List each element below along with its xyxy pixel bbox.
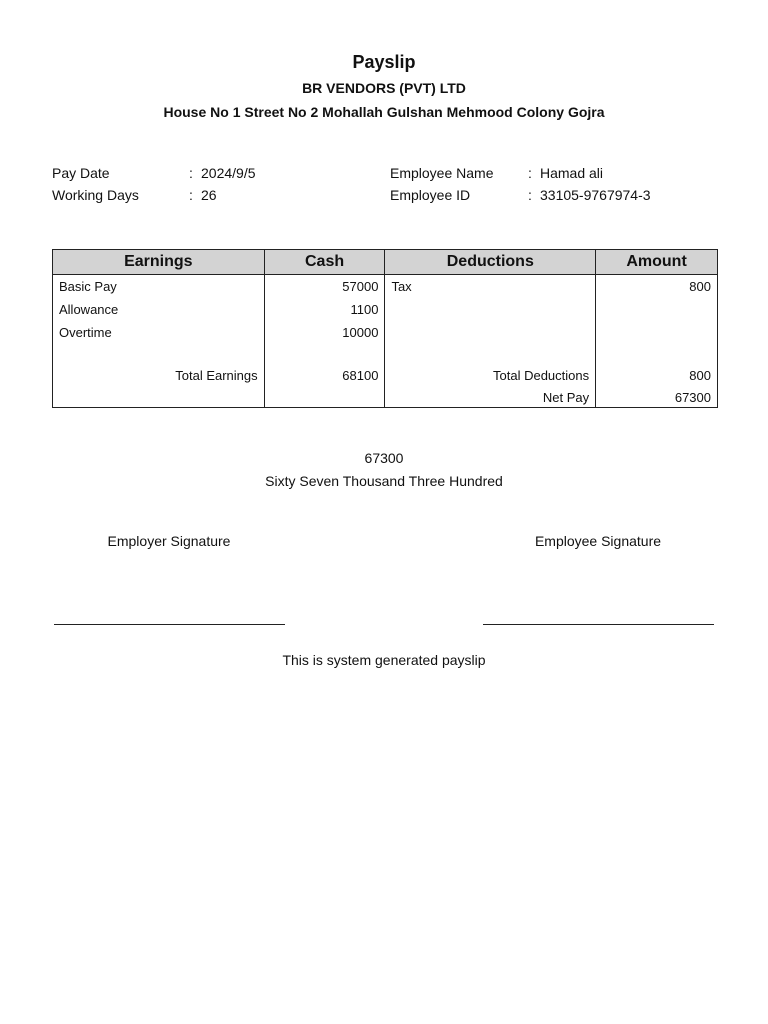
column-header-amount: Amount: [596, 250, 718, 275]
deduction-amount: 800: [596, 275, 718, 299]
total-earnings-value: 68100: [264, 364, 385, 387]
table-spacer-row: [53, 344, 718, 364]
total-deductions-label: Total Deductions: [385, 364, 596, 387]
working-days-value: 26: [201, 187, 217, 203]
deduction-name: [385, 321, 596, 344]
employer-signature-line: [54, 624, 285, 625]
earning-name: Allowance: [53, 298, 265, 321]
working-days-colon: :: [189, 187, 193, 203]
deduction-amount: [596, 321, 718, 344]
deduction-name: Tax: [385, 275, 596, 299]
column-header-cash: Cash: [264, 250, 385, 275]
working-days-row: [52, 185, 352, 205]
total-earnings-label: Total Earnings: [53, 364, 265, 387]
table-totals-row: [53, 364, 718, 387]
employee-id-row: [390, 185, 720, 205]
employee-signature-line: [483, 624, 714, 625]
employer-signature-label: Employer Signature: [107, 533, 231, 549]
total-deductions-value: 800: [596, 364, 718, 387]
table-net-pay-row: [53, 387, 718, 408]
earning-cash: 57000: [264, 275, 385, 299]
employee-name-label: Employee Name: [390, 165, 494, 181]
column-header-earnings: Earnings: [53, 250, 265, 275]
column-header-deductions: Deductions: [385, 250, 596, 275]
system-generated-note: This is system generated payslip: [282, 652, 486, 668]
earning-name: Overtime: [53, 321, 265, 344]
deduction-amount: [596, 298, 718, 321]
working-days-label: Working Days: [52, 187, 139, 203]
pay-date-row: [52, 163, 352, 183]
table-row: [53, 298, 718, 321]
payslip-title: Payslip: [352, 52, 416, 72]
employee-id-label: Employee ID: [390, 187, 471, 203]
net-pay-label: Net Pay: [385, 387, 596, 408]
employee-name-row: [390, 163, 720, 183]
earning-cash: 10000: [264, 321, 385, 344]
pay-date-value: 2024/9/5: [201, 165, 256, 181]
deduction-name: [385, 298, 596, 321]
net-pay-amount: 67300: [364, 450, 404, 466]
company-address: House No 1 Street No 2 Mohallah Gulshan Mehmood Colony Gojra: [163, 104, 605, 120]
table-row: [53, 275, 718, 299]
employee-id-value: 33105-9767974-3: [540, 187, 651, 203]
pay-date-label: Pay Date: [52, 165, 110, 181]
table-row: [53, 321, 718, 344]
employee-signature-label: Employee Signature: [534, 533, 662, 549]
earning-cash: 1100: [264, 298, 385, 321]
net-pay-value: 67300: [596, 387, 718, 408]
table-header-row: [53, 250, 718, 275]
earning-name: Basic Pay: [53, 275, 265, 299]
net-pay-in-words: Sixty Seven Thousand Three Hundred: [265, 473, 503, 489]
employee-id-colon: :: [528, 187, 532, 203]
employee-name-colon: :: [528, 165, 532, 181]
pay-date-colon: :: [189, 165, 193, 181]
company-name: BR VENDORS (PVT) LTD: [302, 80, 466, 96]
earnings-deductions-table: [52, 249, 718, 408]
employee-name-value: Hamad ali: [540, 165, 604, 181]
